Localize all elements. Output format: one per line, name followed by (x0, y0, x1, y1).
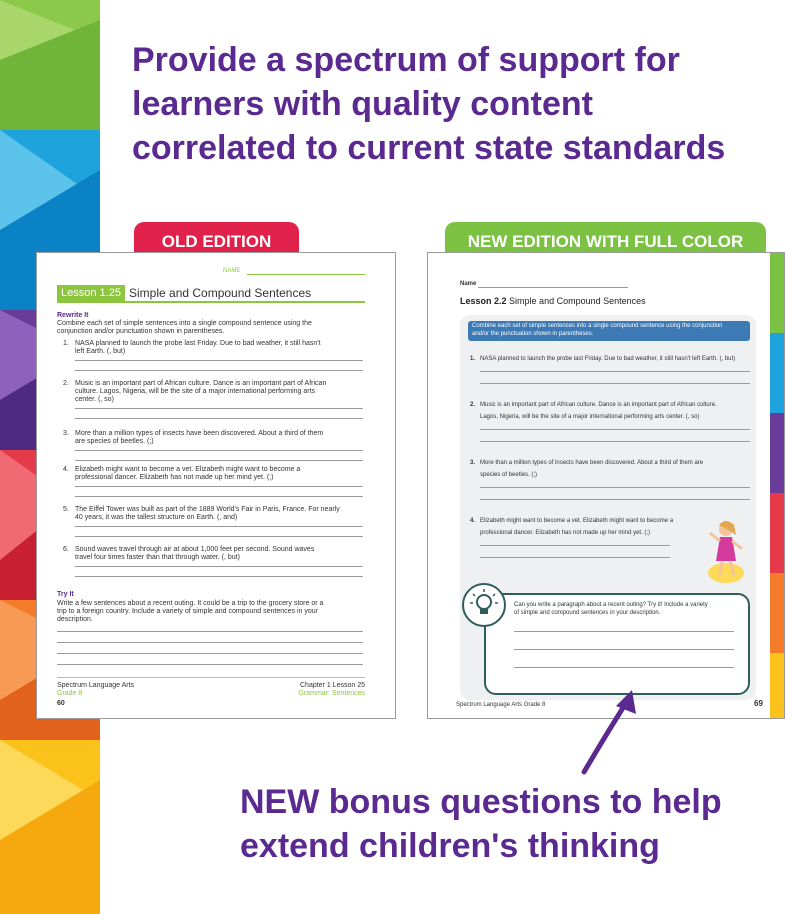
new-edition-page (427, 252, 785, 719)
answer-line (75, 526, 363, 527)
item-text: The Eiffel Tower was built as part of the 1889 World's Fair in Paris, France. For nearly (75, 506, 340, 513)
answer-line (480, 499, 750, 500)
headline-line-2: learners with quality content (132, 85, 593, 123)
item-number: 1. (63, 340, 69, 347)
item-text: NASA planned to launch the probe last Friday. Due to bad weather, it still hasn't left Earth. (, but) (480, 356, 736, 362)
answer-line (480, 545, 670, 546)
page-number: 60 (57, 700, 65, 707)
answer-line (75, 460, 363, 461)
answer-line (75, 566, 363, 567)
arrow-icon (570, 688, 650, 778)
lesson-badge: Lesson 1.25 (57, 285, 125, 301)
answer-line (75, 496, 363, 497)
lightbulb-icon (462, 583, 506, 627)
answer-line (480, 441, 750, 442)
lesson-header (460, 295, 646, 307)
item-text: culture. Lagos, Nigeria, will be the site of a major international performing arts (75, 388, 316, 395)
answer-line (75, 576, 363, 577)
try-it-text: Write a few sentences about a recent outing. It could be a trip to the grocery store or a (57, 600, 324, 607)
bonus-callout (240, 780, 760, 868)
item-text: professional dancer. Elizabeth has not made up her mind yet. (;) (75, 474, 274, 481)
name-line (247, 274, 365, 275)
footer-topic: Grammar: Sentences (298, 690, 365, 697)
item-number: 2. (470, 402, 476, 408)
bonus-question: Can you write a paragraph about a recent outing? Try it! Include a variety (514, 602, 708, 608)
footer-title: Spectrum Language Arts Grade 8 (456, 702, 546, 708)
name-label: NAME (223, 268, 241, 274)
item-text: left Earth. (, but) (75, 348, 126, 355)
item-text: NASA planned to launch the probe last Friday. Due to bad weather, it still hasn't (75, 340, 321, 347)
answer-line (75, 360, 363, 361)
answer-line (57, 642, 363, 643)
name-label: Name (460, 281, 477, 287)
answer-line (75, 450, 363, 451)
name-line (478, 287, 628, 288)
item-text: Music is an important part of African culture. Dance is an important part of African (75, 380, 327, 387)
instructions: conjunction and/or punctuation shown in parentheses. (57, 328, 225, 335)
bonus-callout-line-2: extend children's thinking (240, 827, 660, 865)
answer-line (57, 664, 363, 665)
item-text: More than a million types of insects have been discovered. About a third of them (75, 430, 324, 437)
lesson-header (57, 285, 365, 301)
try-it-text: description. (57, 616, 93, 623)
answer-line (514, 649, 734, 650)
lesson-label: Lesson 2.2 (460, 296, 507, 306)
old-edition-tag: OLD EDITION (134, 222, 299, 262)
bonus-callout-line-1: NEW bonus questions to help (240, 783, 722, 821)
item-number: 3. (470, 460, 476, 466)
instructions-box (468, 321, 750, 341)
instructions: Combine each set of simple sentences into a single compound sentence using the (57, 320, 312, 327)
item-number: 1. (470, 356, 476, 362)
headline (132, 38, 772, 170)
section-title: Rewrite It (57, 312, 89, 319)
dancer-illustration (706, 517, 746, 583)
item-text: 40 years, it was the tallest structure on Earth. (, and) (75, 514, 238, 521)
old-edition-page (36, 252, 396, 719)
try-it-title: Try It (57, 591, 74, 598)
answer-line (480, 487, 750, 488)
answer-line (75, 370, 363, 371)
answer-line (75, 486, 363, 487)
item-number: 5. (63, 506, 69, 513)
item-text: center. (, so) (75, 396, 114, 403)
item-text: professional dancer. Elizabeth has not made up her mind yet. (;) (480, 530, 651, 536)
lesson-title: Simple and Compound Sentences (129, 286, 312, 300)
item-text: More than a million types of insects have been discovered. About a third of them are (480, 460, 704, 466)
bonus-question-box (484, 593, 750, 695)
item-text: are species of beetles. (;) (75, 438, 154, 445)
lesson-rule (57, 301, 365, 303)
footer-rule (57, 677, 365, 678)
lesson-title: Simple and Compound Sentences (509, 296, 646, 306)
item-number: 4. (63, 466, 69, 473)
item-text: Elizabeth might want to become a vet. Elizabeth might want to become a (75, 466, 301, 473)
item-text: travel four times faster than that through water. (, but) (75, 554, 240, 561)
page-number: 69 (754, 699, 763, 708)
answer-line (480, 557, 670, 558)
new-edition-tag: NEW EDITION WITH FULL COLOR (445, 222, 766, 262)
item-number: 6. (63, 546, 69, 553)
item-number: 4. (470, 518, 476, 524)
item-number: 2. (63, 380, 69, 387)
answer-line (75, 408, 363, 409)
item-number: 3. (63, 430, 69, 437)
content-panel (460, 315, 756, 700)
headline-line-1: Provide a spectrum of support for (132, 41, 680, 79)
try-it-text: trip to a foreign country. Include a variety of simple and compound sentences in your (57, 608, 318, 615)
instructions: Combine each set of simple sentences into a single compound sentence using the conjunction (472, 323, 723, 329)
answer-line (514, 667, 734, 668)
answer-line (75, 536, 363, 537)
answer-line (57, 653, 363, 654)
answer-line (75, 418, 363, 419)
item-text: Sound waves travel through air at about 1,000 feet per second. Sound waves (75, 546, 315, 553)
answer-line (514, 631, 734, 632)
color-tabs (770, 253, 784, 719)
item-text: Elizabeth might want to become a vet. Elizabeth might want to become a (480, 518, 674, 524)
bonus-question: of simple and compound sentences in your description. (514, 610, 661, 616)
footer-title: Spectrum Language Arts (57, 682, 135, 689)
instructions: and/or the punctuation shown in parentheses. (472, 331, 594, 337)
headline-line-3: correlated to current state standards (132, 129, 726, 167)
item-text: Music is an important part of African culture. Dance is an important part of African culture. (480, 402, 717, 408)
answer-line (480, 429, 750, 430)
answer-line (480, 371, 750, 372)
answer-line (57, 631, 363, 632)
item-text: species of beetles. (;) (480, 472, 538, 478)
item-text: Lagos, Nigeria, will be the site of a major international performing arts center. (, so) (480, 414, 700, 420)
footer-grade: Grade 8 (57, 690, 83, 697)
answer-line (480, 383, 750, 384)
footer-chapter: Chapter 1 Lesson 25 (300, 682, 365, 689)
